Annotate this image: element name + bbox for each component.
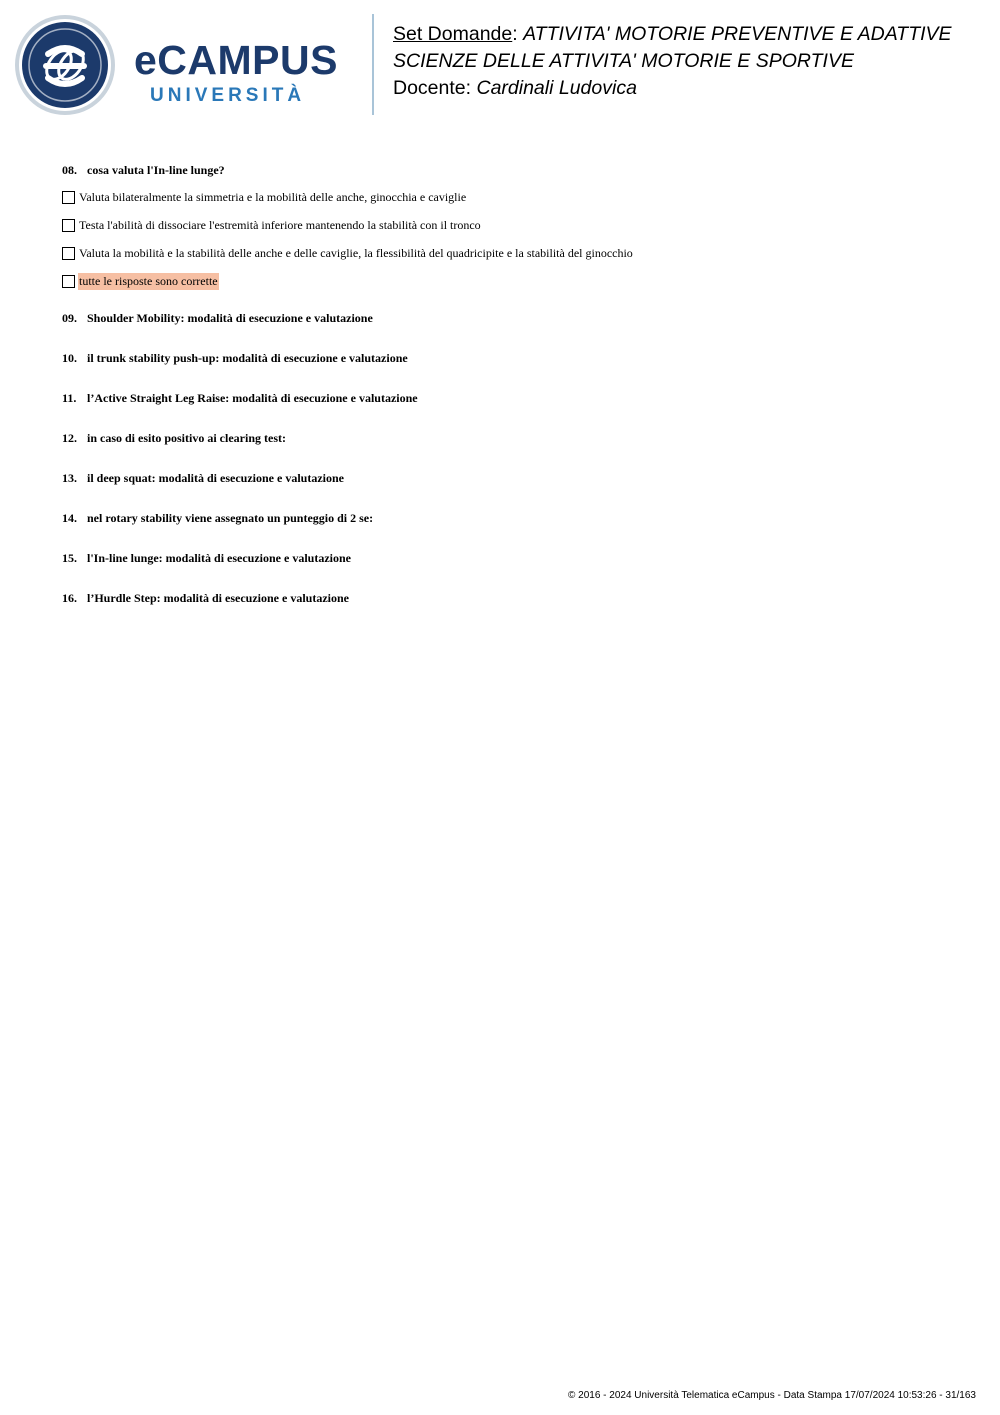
answer-option xyxy=(62,189,962,205)
question-title xyxy=(62,431,962,446)
question-number: 15. xyxy=(62,551,77,565)
course-title: ATTIVITA' MOTORIE PREVENTIVE E ADATTIVE xyxy=(523,23,952,45)
answer-option xyxy=(62,217,962,233)
question-item xyxy=(62,471,962,486)
question-item xyxy=(62,431,962,446)
answer-text: Valuta bilateralmente la simmetria e la mobilità delle anche, ginocchia e caviglie xyxy=(79,189,467,204)
question-item xyxy=(62,163,962,289)
question-number: 09. xyxy=(62,311,77,325)
answer-option-correct xyxy=(62,273,962,289)
question-text: il trunk stability push-up: modalità di esecuzione e valutazione xyxy=(87,351,408,365)
question-title xyxy=(62,551,962,566)
question-title xyxy=(62,391,962,406)
teacher-line xyxy=(393,75,952,102)
question-number: 14. xyxy=(62,511,77,525)
set-title-line xyxy=(393,21,952,48)
ecampus-seal-icon xyxy=(14,14,116,116)
question-item xyxy=(62,311,962,326)
teacher-label: Docente: xyxy=(393,77,472,99)
correct-answer-text: tutte le risposte sono corrette xyxy=(79,273,218,288)
degree-name: SCIENZE DELLE ATTIVITA' MOTORIE E SPORTIVE xyxy=(393,50,854,72)
answer-options xyxy=(62,189,962,289)
logo-subtitle: UNIVERSITÀ xyxy=(150,85,306,106)
question-text: l'In-line lunge: modalità di esecuzione e valutazione xyxy=(87,551,351,565)
question-text: l’Hurdle Step: modalità di esecuzione e valutazione xyxy=(87,591,349,605)
question-title xyxy=(62,511,962,526)
question-item xyxy=(62,551,962,566)
answer-option xyxy=(62,245,962,261)
question-item xyxy=(62,591,962,606)
question-text: il deep squat: modalità di esecuzione e valutazione xyxy=(87,471,344,485)
question-text: nel rotary stability viene assegnato un punteggio di 2 se: xyxy=(87,511,374,525)
answer-checkbox[interactable] xyxy=(62,275,75,288)
answer-checkbox[interactable] xyxy=(62,191,75,204)
question-text: in caso di esito positivo ai clearing test: xyxy=(87,431,286,445)
logo-wordmark: eCAMPUS xyxy=(134,37,338,83)
page-header xyxy=(0,0,1000,130)
question-text: l’Active Straight Leg Raise: modalità di esecuzione e valutazione xyxy=(87,391,418,405)
question-number: 12. xyxy=(62,431,77,445)
question-title xyxy=(62,311,962,326)
question-item xyxy=(62,351,962,366)
answer-text: Testa l'abilità di dissociare l'estremità inferiore mantenendo la stabilità con il tronco xyxy=(79,217,481,232)
question-title xyxy=(62,471,962,486)
set-colon: : xyxy=(512,23,518,45)
answer-checkbox[interactable] xyxy=(62,219,75,232)
answer-text: Valuta la mobilità e la stabilità delle anche e delle caviglie, la flessibilità del quadricipite e la stabilità del ginocchio xyxy=(79,245,633,260)
question-title xyxy=(62,351,962,366)
question-item xyxy=(62,511,962,526)
teacher-name: Cardinali Ludovica xyxy=(476,77,637,99)
question-list xyxy=(62,163,962,631)
page-footer: © 2016 - 2024 Università Telematica eCampus - Data Stampa 17/07/2024 10:53:26 - 31/163 xyxy=(568,1390,976,1401)
question-title xyxy=(62,591,962,606)
set-label: Set Domande xyxy=(393,23,513,45)
question-number: 08. xyxy=(62,163,77,177)
question-number: 10. xyxy=(62,351,77,365)
question-text: cosa valuta l'In-line lunge? xyxy=(87,163,225,177)
question-number: 11. xyxy=(62,391,77,405)
header-info xyxy=(393,21,952,102)
header-divider xyxy=(372,14,374,115)
question-title xyxy=(62,163,962,178)
question-text: Shoulder Mobility: modalità di esecuzione e valutazione xyxy=(87,311,373,325)
question-item xyxy=(62,391,962,406)
question-number: 16. xyxy=(62,591,77,605)
answer-checkbox[interactable] xyxy=(62,247,75,260)
question-number: 13. xyxy=(62,471,77,485)
